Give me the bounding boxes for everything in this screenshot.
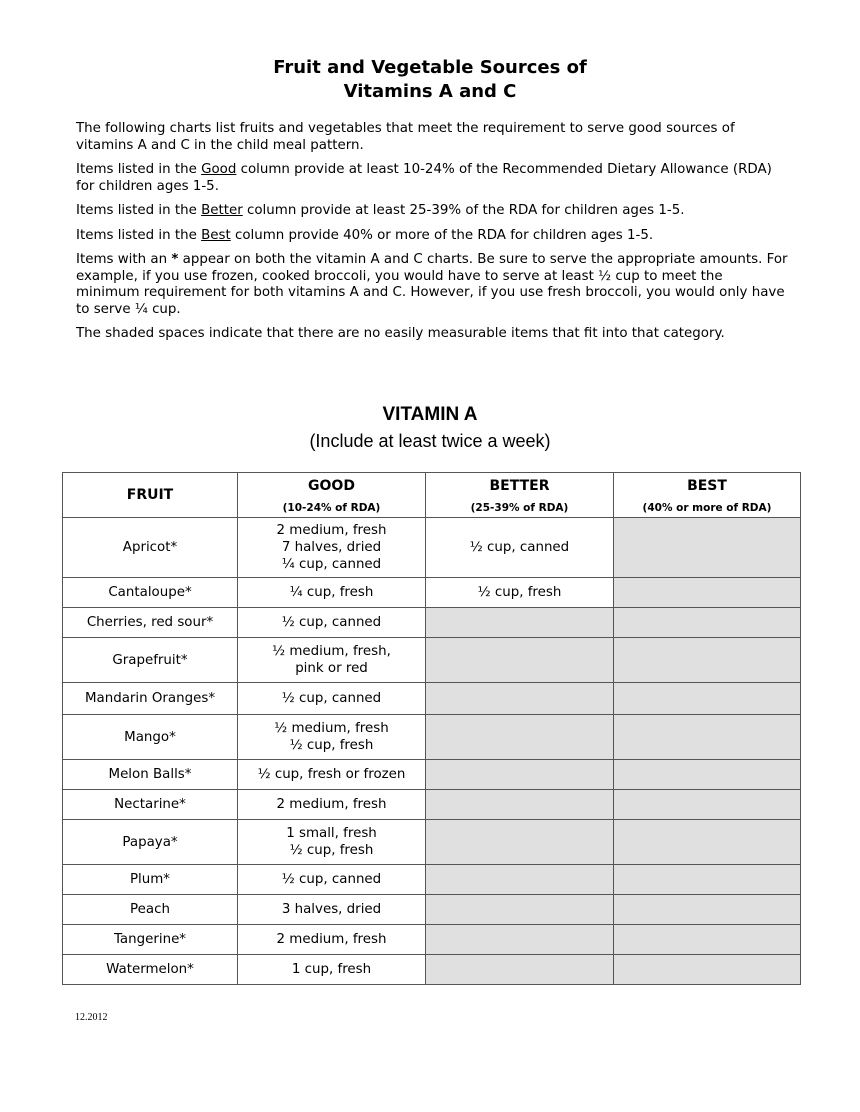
header-best-label: BEST	[687, 478, 727, 494]
star-prefix: Items with an	[76, 252, 172, 267]
best-cell	[614, 820, 801, 865]
better-cell-line: ½ cup, canned	[469, 540, 570, 555]
better-cell	[426, 895, 614, 925]
fruit-cell: Tangerine*	[63, 925, 238, 955]
fruit-cell: Papaya*	[63, 820, 238, 865]
header-fruit: FRUIT	[63, 473, 238, 518]
table-row	[63, 790, 801, 820]
best-cell	[614, 638, 801, 683]
better-cell-line: ½ cup, fresh	[477, 585, 562, 600]
table-header-row	[63, 473, 801, 518]
good-cell-line: ½ cup, canned	[281, 691, 382, 706]
table-row	[63, 760, 801, 790]
fruit-cell: Plum*	[63, 865, 238, 895]
table-row	[63, 608, 801, 638]
best-definition	[76, 228, 788, 245]
vitamin-a-table	[62, 472, 801, 985]
better-definition	[76, 203, 788, 220]
header-better-label: BETTER	[489, 478, 550, 494]
best-word: Best	[201, 227, 231, 243]
good-cell-line: 1 small, fresh	[286, 826, 377, 841]
good-cell-line: 2 medium, fresh	[276, 523, 387, 538]
header-best-sub: (40% or more of RDA)	[642, 502, 772, 514]
best-prefix: Items listed in the	[76, 227, 202, 243]
table-body	[63, 518, 801, 985]
good-cell	[238, 608, 426, 638]
table-row	[63, 638, 801, 683]
good-word: Good	[201, 162, 237, 177]
table-row	[63, 895, 801, 925]
best-cell	[614, 790, 801, 820]
best-cell	[614, 865, 801, 895]
better-word: Better	[201, 203, 243, 218]
good-cell	[238, 638, 426, 683]
best-cell	[614, 895, 801, 925]
best-cell	[614, 578, 801, 608]
fruit-cell: Cantaloupe*	[63, 578, 238, 608]
good-cell-line: 2 medium, fresh	[276, 932, 387, 947]
table-row	[63, 578, 801, 608]
good-cell	[238, 955, 426, 985]
better-cell	[426, 518, 614, 578]
header-best	[614, 473, 801, 518]
fruit-cell: Apricot*	[63, 518, 238, 578]
better-suffix: column provide at least 25-39% of the RDA for children ages 1-5.	[242, 203, 685, 218]
better-cell	[426, 715, 614, 760]
good-cell-line: 1 cup, fresh	[291, 962, 372, 977]
good-cell-line: ¼ cup, canned	[281, 557, 382, 572]
title-line-2: Vitamins A and C	[343, 81, 517, 102]
good-cell-line: pink or red	[295, 661, 368, 676]
table-row	[63, 955, 801, 985]
better-cell	[426, 865, 614, 895]
header-good-sub: (10-24% of RDA)	[282, 502, 381, 514]
better-prefix: Items listed in the	[76, 203, 202, 218]
intro-text	[76, 121, 788, 351]
shaded-note: The shaded spaces indicate that there are no easily measurable items that fit into that category.	[76, 326, 725, 341]
good-cell-line: ½ cup, fresh	[289, 843, 374, 858]
good-cell-line: ¼ cup, fresh	[289, 585, 374, 600]
good-cell-line: ½ cup, fresh	[289, 738, 374, 753]
fruit-cell: Melon Balls*	[63, 760, 238, 790]
good-cell	[238, 865, 426, 895]
good-cell	[238, 715, 426, 760]
header-better	[426, 473, 614, 518]
intro-paragraph: The following charts list fruits and vegetables that meet the requirement to serve good sources of vitamins A and C in the child meal pattern.	[76, 121, 735, 153]
best-cell	[614, 760, 801, 790]
better-cell	[426, 683, 614, 715]
table-row	[63, 518, 801, 578]
title-line-1: Fruit and Vegetable Sources of	[273, 57, 587, 78]
good-prefix: Items listed in the	[76, 162, 202, 177]
table-row	[63, 820, 801, 865]
best-cell	[614, 608, 801, 638]
better-cell	[426, 608, 614, 638]
table-row	[63, 715, 801, 760]
good-cell	[238, 790, 426, 820]
better-cell	[426, 790, 614, 820]
document-title	[0, 56, 860, 104]
better-cell	[426, 820, 614, 865]
better-cell	[426, 955, 614, 985]
section-title: VITAMIN A	[382, 404, 478, 425]
best-cell	[614, 955, 801, 985]
better-cell	[426, 578, 614, 608]
fruit-cell: Nectarine*	[63, 790, 238, 820]
good-cell-line: 7 halves, dried	[281, 540, 382, 555]
table-row	[63, 683, 801, 715]
good-cell-line: ½ cup, fresh or frozen	[257, 767, 406, 782]
good-cell	[238, 518, 426, 578]
better-cell	[426, 638, 614, 683]
good-cell	[238, 820, 426, 865]
better-cell	[426, 925, 614, 955]
fruit-cell: Watermelon*	[63, 955, 238, 985]
vitamin-a-heading	[0, 404, 860, 456]
header-good	[238, 473, 426, 518]
better-cell	[426, 760, 614, 790]
section-subtitle: (Include at least twice a week)	[309, 431, 551, 451]
footer-date: 12.2012	[75, 1012, 108, 1023]
best-cell	[614, 925, 801, 955]
header-better-sub: (25-39% of RDA)	[470, 502, 569, 514]
good-cell-line: ½ cup, canned	[281, 615, 382, 630]
fruit-cell: Cherries, red sour*	[63, 608, 238, 638]
star-suffix: appear on both the vitamin A and C charts. Be sure to serve the appropriate amounts. For example, if you use frozen, cooked broccoli, you would have to serve at least ½ cup to meet the minimum requirement for both vitamins A and C. However, if you use fresh broccoli, you would only have to serve ¼ cup.	[76, 252, 788, 317]
good-cell-line: 2 medium, fresh	[276, 797, 387, 812]
best-cell	[614, 683, 801, 715]
good-cell	[238, 578, 426, 608]
good-cell-line: ½ medium, fresh	[274, 721, 389, 736]
good-suffix: column provide at least 10-24% of the Recommended Dietary Allowance (RDA) for children ages 1-5.	[76, 162, 772, 194]
fruit-cell: Grapefruit*	[63, 638, 238, 683]
best-suffix: column provide 40% or more of the RDA for children ages 1-5.	[230, 227, 654, 243]
best-cell	[614, 715, 801, 760]
star-note	[76, 252, 788, 318]
good-cell	[238, 760, 426, 790]
good-cell-line: ½ cup, canned	[281, 872, 382, 887]
good-cell	[238, 895, 426, 925]
good-cell	[238, 683, 426, 715]
star-symbol: *	[171, 252, 179, 267]
table-row	[63, 865, 801, 895]
good-cell-line: ½ medium, fresh,	[272, 644, 391, 659]
good-definition	[76, 162, 788, 195]
header-good-label: GOOD	[308, 478, 355, 494]
table-row	[63, 925, 801, 955]
fruit-cell: Mandarin Oranges*	[63, 683, 238, 715]
fruit-cell: Mango*	[63, 715, 238, 760]
best-cell	[614, 518, 801, 578]
good-cell-line: 3 halves, dried	[281, 902, 382, 917]
fruit-cell: Peach	[63, 895, 238, 925]
good-cell	[238, 925, 426, 955]
